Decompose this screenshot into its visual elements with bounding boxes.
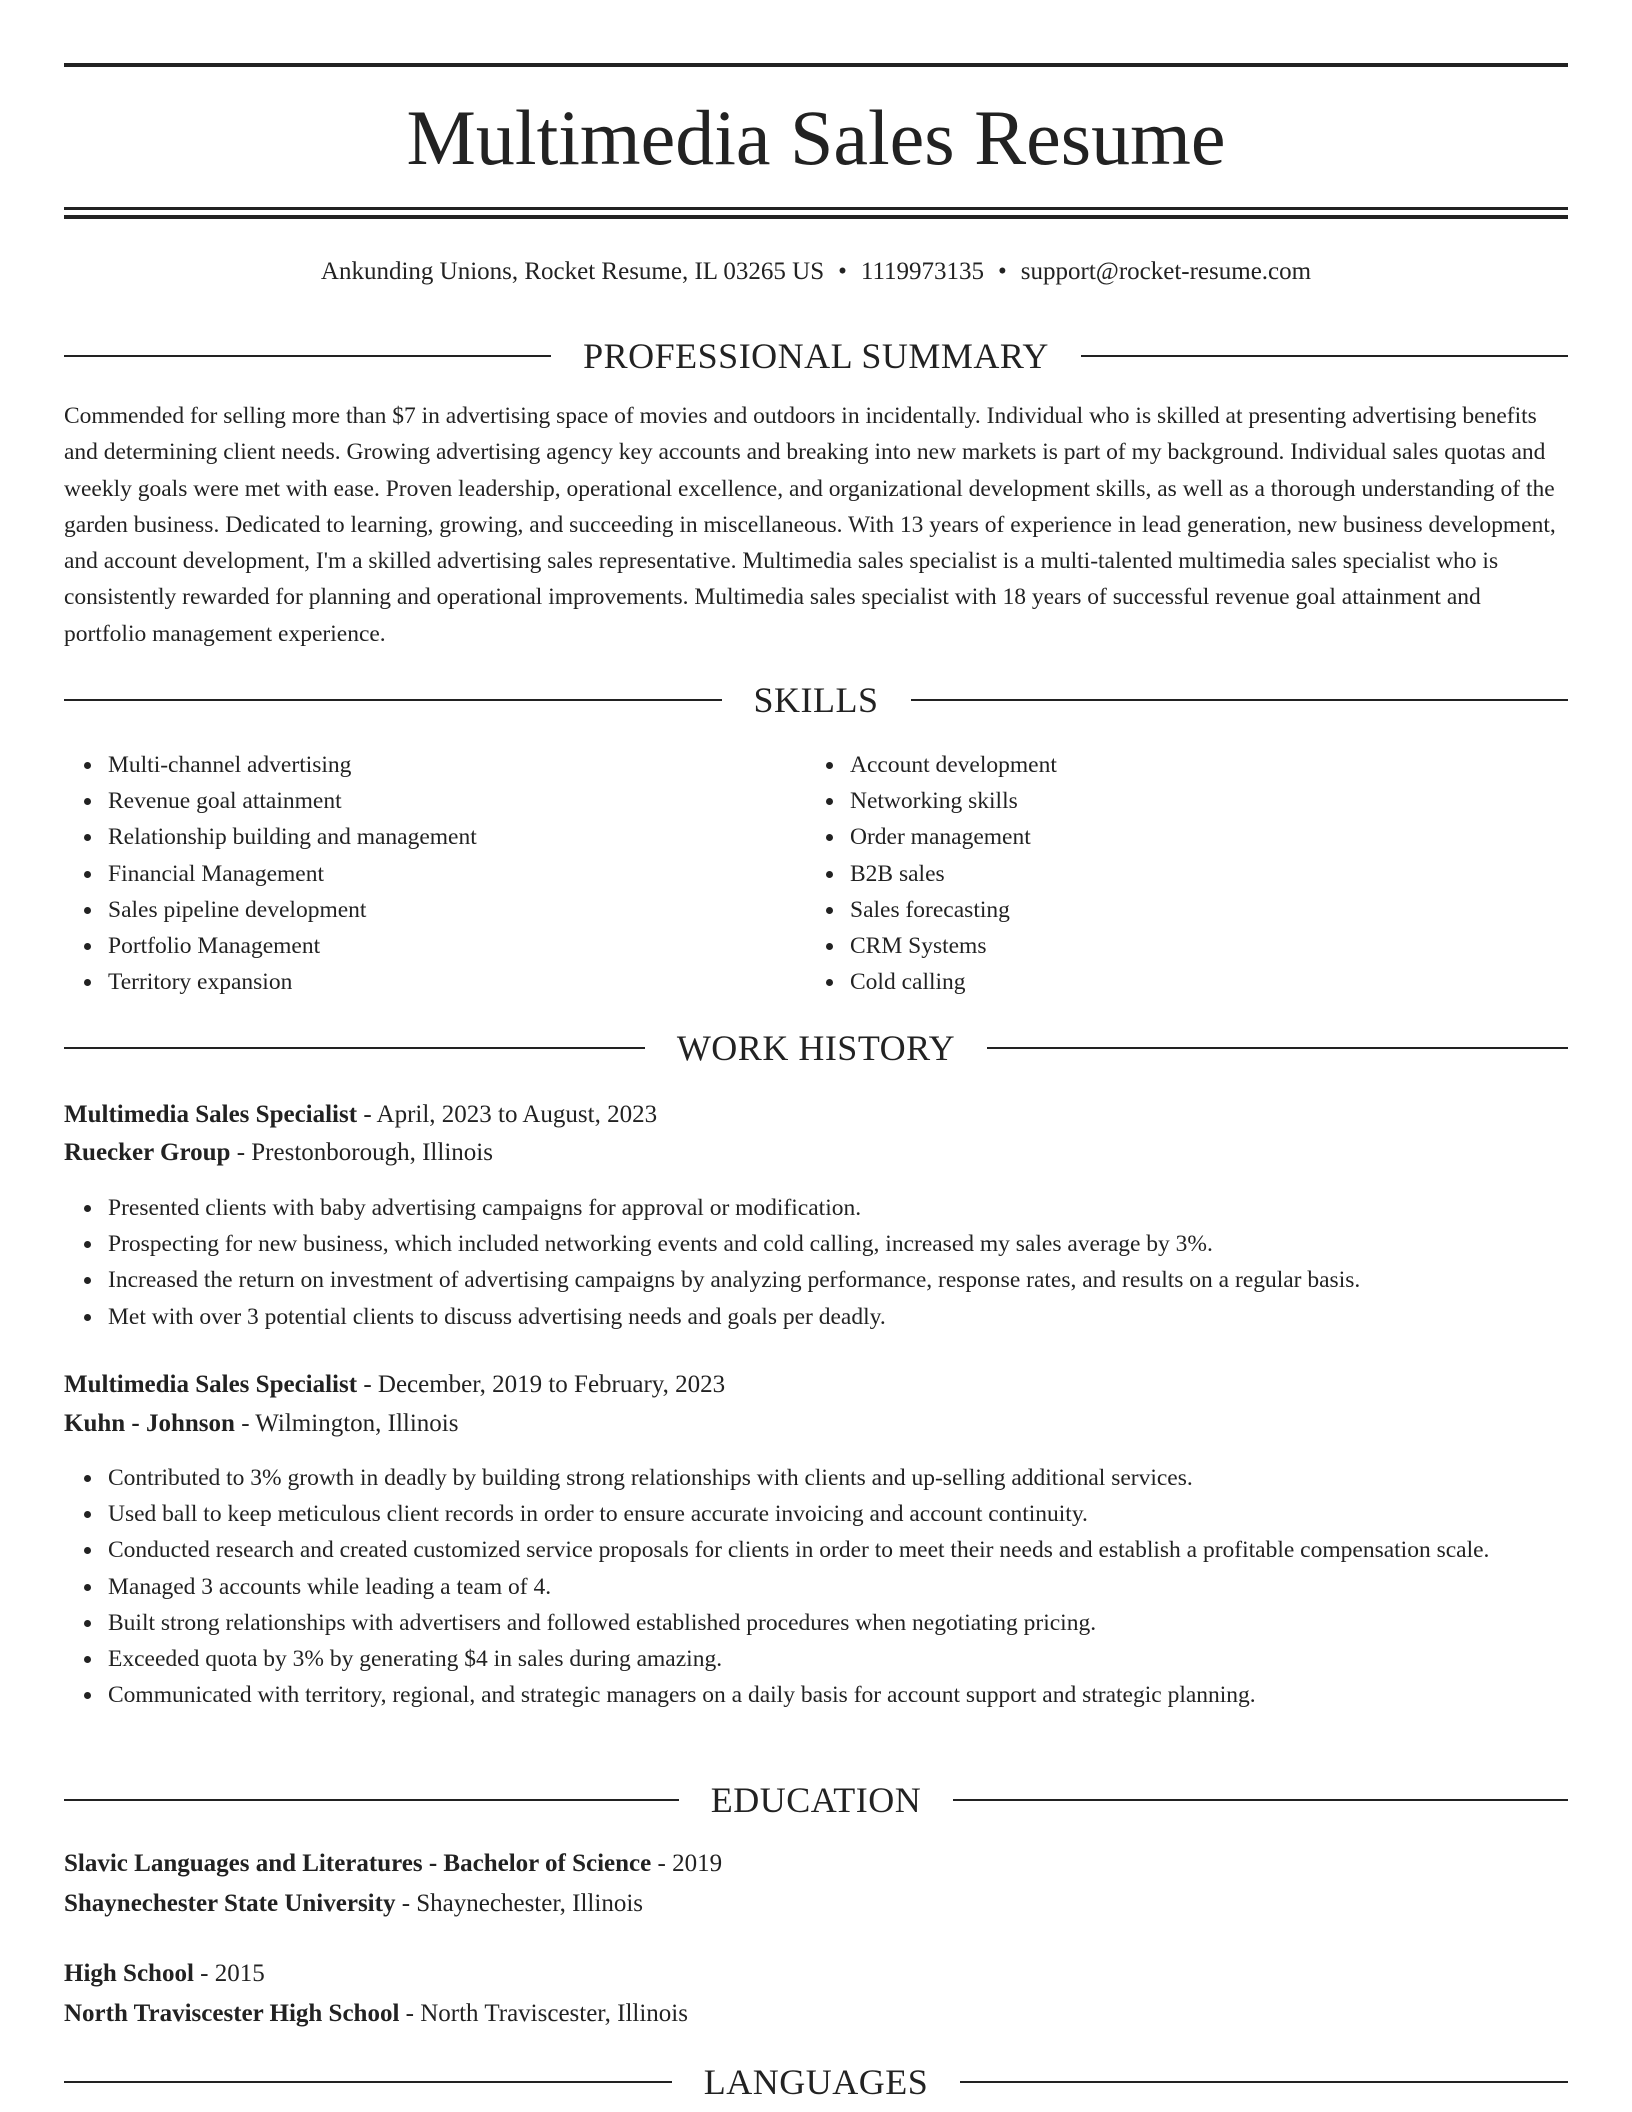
heading-rule [1081, 355, 1568, 357]
top-rule [64, 63, 1568, 67]
skill-item: Sales forecasting [850, 892, 1570, 928]
job-bullet: Conducted research and created customized service proposals for clients in order to meet their needs and establish a profitable compensation scale. [108, 1532, 1568, 1568]
contact-address: Ankunding Unions, Rocket Resume, IL 03265 US [320, 258, 825, 285]
skill-item: Financial Management [108, 856, 808, 892]
job-bullet: Prospecting for new business, which included networking events and cold calling, increased my sales average by 3%. [108, 1226, 1568, 1262]
contact-line [64, 255, 1568, 289]
section-title: LANGUAGES [703, 2062, 929, 2102]
job-bullet: Used ball to keep meticulous client records in order to ensure accurate invoicing and account continuity. [108, 1496, 1568, 1532]
job-title-line [64, 1368, 1568, 1402]
page-title: Multimedia Sales Resume [406, 94, 1226, 181]
section-title: SKILLS [753, 680, 879, 720]
job-role: Multimedia Sales Specialist [64, 1371, 358, 1398]
heading-rule [953, 1799, 1568, 1801]
job-bullet: Built strong relationships with advertisers and followed established procedures when negotiating pricing. [108, 1605, 1568, 1641]
education-degree: Slavic Languages and Literatures - Bachelor of Science [64, 1850, 652, 1877]
heading-rule [987, 1047, 1568, 1049]
job-bullets [64, 1460, 1568, 1713]
job-company: Ruecker Group [64, 1139, 231, 1166]
section-heading-education [64, 1778, 1568, 1822]
section-heading-summary [64, 334, 1568, 378]
education-year: - 2019 [651, 1850, 723, 1877]
section-title: PROFESSIONAL SUMMARY [583, 336, 1049, 376]
contact-phone: 1119973135 [860, 258, 985, 285]
contact-email: support@rocket-resume.com [1020, 258, 1312, 285]
skill-item: Account development [850, 747, 1570, 783]
education-school: Shaynechester State University [64, 1890, 396, 1917]
skill-item: CRM Systems [850, 928, 1570, 964]
education-year: - 2015 [193, 1960, 265, 1987]
heading-rule [960, 2081, 1568, 2083]
heading-rule [64, 2081, 672, 2083]
job-company-line [64, 1407, 1568, 1441]
heading-rule [64, 699, 722, 701]
job-title-line [64, 1098, 1568, 1132]
contact-separator: • [838, 258, 847, 285]
job-location: - Prestonborough, Illinois [230, 1139, 493, 1166]
title-rule-upper [64, 207, 1568, 210]
job-company: Kuhn - Johnson [64, 1410, 235, 1437]
skill-item: Territory expansion [108, 964, 808, 1000]
contact-separator: • [998, 258, 1007, 285]
job-location: - Wilmington, Illinois [234, 1410, 459, 1437]
section-heading-languages [64, 2060, 1568, 2104]
skill-item: Revenue goal attainment [108, 783, 808, 819]
skill-item: Cold calling [850, 964, 1570, 1000]
job-bullet: Communicated with territory, regional, and strategic managers on a daily basis for account support and strategic planning. [108, 1677, 1568, 1713]
job-role: Multimedia Sales Specialist [64, 1101, 358, 1128]
heading-rule [64, 1047, 645, 1049]
education-degree-line [64, 1957, 1568, 1991]
job-bullets [64, 1190, 1568, 1335]
job-bullet: Met with over 3 potential clients to discuss advertising needs and goals per deadly. [108, 1299, 1568, 1335]
education-school: North Traviscester High School [64, 2000, 400, 2027]
skill-item: Relationship building and management [108, 819, 808, 855]
job-bullet: Presented clients with baby advertising campaigns for approval or modification. [108, 1190, 1568, 1226]
section-heading-work [64, 1026, 1568, 1070]
section-title: WORK HISTORY [676, 1028, 956, 1068]
skill-item: Portfolio Management [108, 928, 808, 964]
heading-rule [64, 1799, 679, 1801]
skills-list-right [806, 747, 1570, 1000]
skill-item: Order management [850, 819, 1570, 855]
skills-list-left [64, 747, 808, 1000]
job-bullet: Exceeded quota by 3% by generating $4 in sales during amazing. [108, 1641, 1568, 1677]
education-school-line [64, 1997, 1568, 2031]
skill-item: Networking skills [850, 783, 1570, 819]
section-title: EDUCATION [710, 1780, 922, 1820]
job-bullet: Contributed to 3% growth in deadly by building strong relationships with clients and up-selling additional services. [108, 1460, 1568, 1496]
heading-rule [911, 699, 1569, 701]
section-heading-skills [64, 678, 1568, 722]
job-dates: - April, 2023 to August, 2023 [357, 1101, 658, 1128]
skill-item: Multi-channel advertising [108, 747, 808, 783]
job-company-line [64, 1136, 1568, 1170]
skill-item: Sales pipeline development [108, 892, 808, 928]
job-dates: - December, 2019 to February, 2023 [357, 1371, 726, 1398]
education-school-line [64, 1887, 1568, 1921]
summary-text: Commended for selling more than $7 in advertising space of movies and outdoors in incidentally. Individual who is skilled at presenting advertising benefits and determining client needs. Growing advertising agency key accounts and breaking into new markets is part of my background. Individual sales quotas and weekly goals were met with ease. Proven leadership, operational excellence, and organizational development skills, as well as a thorough understanding of the garden business. Dedicated to learning, growing, and succeeding in miscellaneous. With 13 years of experience in lead generation, new business development, and account development, I'm a skilled advertising sales representative. Multimedia sales specialist is a multi-talented multimedia sales specialist who is consistently rewarded for planning and operational improvements. Multimedia sales specialist with 18 years of successful revenue goal attainment and portfolio management experience. [64, 403, 1556, 647]
title-rule-lower [64, 215, 1568, 219]
heading-rule [64, 355, 551, 357]
skill-item: B2B sales [850, 856, 1570, 892]
education-degree-line [64, 1847, 1568, 1881]
job-bullet: Managed 3 accounts while leading a team of 4. [108, 1569, 1568, 1605]
education-degree: High School [64, 1960, 194, 1987]
education-location: - Shaynechester, Illinois [395, 1890, 643, 1917]
education-location: - North Traviscester, Illinois [399, 2000, 688, 2027]
job-bullet: Increased the return on investment of advertising campaigns by analyzing performance, response rates, and results on a regular basis. [108, 1262, 1568, 1298]
